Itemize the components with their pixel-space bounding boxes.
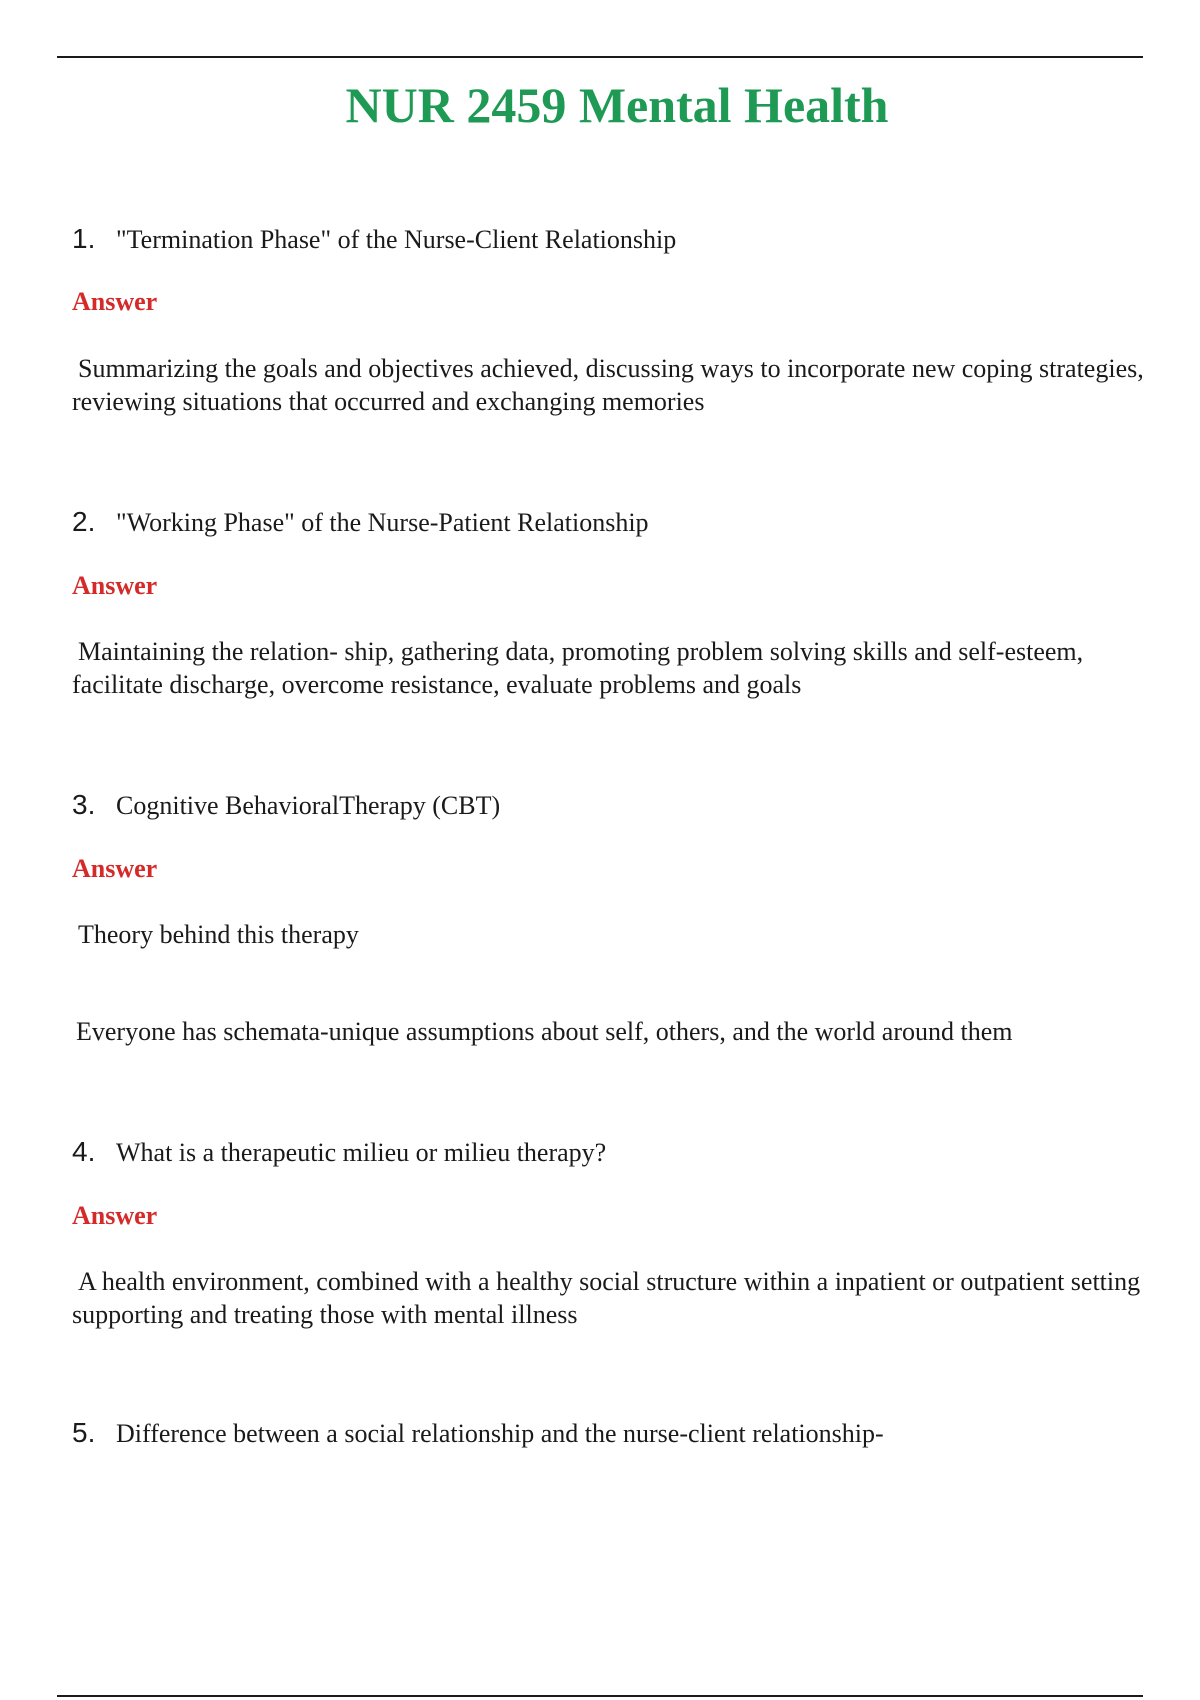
answer-extra-text: Everyone has schemata-unique assumptions about self, others, and the world around them	[76, 1017, 1013, 1046]
question-1	[72, 222, 676, 257]
answer-label: Answer	[72, 287, 158, 316]
answer-text: Theory behind this therapy	[78, 920, 359, 949]
question-number: 1.	[72, 223, 96, 254]
question-number: 4.	[72, 1136, 96, 1167]
question-text: Difference between a social relationship and the nurse-client relationship-	[116, 1419, 884, 1448]
answer-label: Answer	[72, 854, 158, 883]
question-text: "Termination Phase" of the Nurse-Client Relationship	[116, 225, 677, 254]
question-3	[72, 788, 500, 823]
page-title: NUR 2459 Mental Health	[345, 77, 889, 133]
answer-text: A health environment, combined with a healthy social structure within a inpatient or outpatient setting supporting and treating those with mental illness	[72, 1267, 1141, 1329]
question-number: 2.	[72, 506, 96, 537]
question-5	[72, 1416, 884, 1451]
answer-text: Maintaining the relation- ship, gathering data, promoting problem solving skills and self-esteem, facilitate discharge, overcome resistance, evaluate problems and goals	[72, 637, 1084, 699]
question-number: 5.	[72, 1417, 96, 1448]
question-number: 3.	[72, 789, 96, 820]
top-rule	[57, 56, 1143, 58]
question-text: "Working Phase" of the Nurse-Patient Relationship	[116, 508, 649, 537]
question-2	[72, 505, 649, 540]
question-text: What is a therapeutic milieu or milieu therapy?	[116, 1138, 607, 1167]
question-text: Cognitive BehavioralTherapy (CBT)	[116, 791, 501, 820]
question-4	[72, 1135, 606, 1170]
answer-label: Answer	[72, 1201, 158, 1230]
answer-text: Summarizing the goals and objectives achieved, discussing ways to incorporate new coping strategies, reviewing situations that occurred and exchanging memories	[72, 354, 1144, 416]
answer-label: Answer	[72, 571, 158, 600]
bottom-rule	[57, 1695, 1143, 1697]
